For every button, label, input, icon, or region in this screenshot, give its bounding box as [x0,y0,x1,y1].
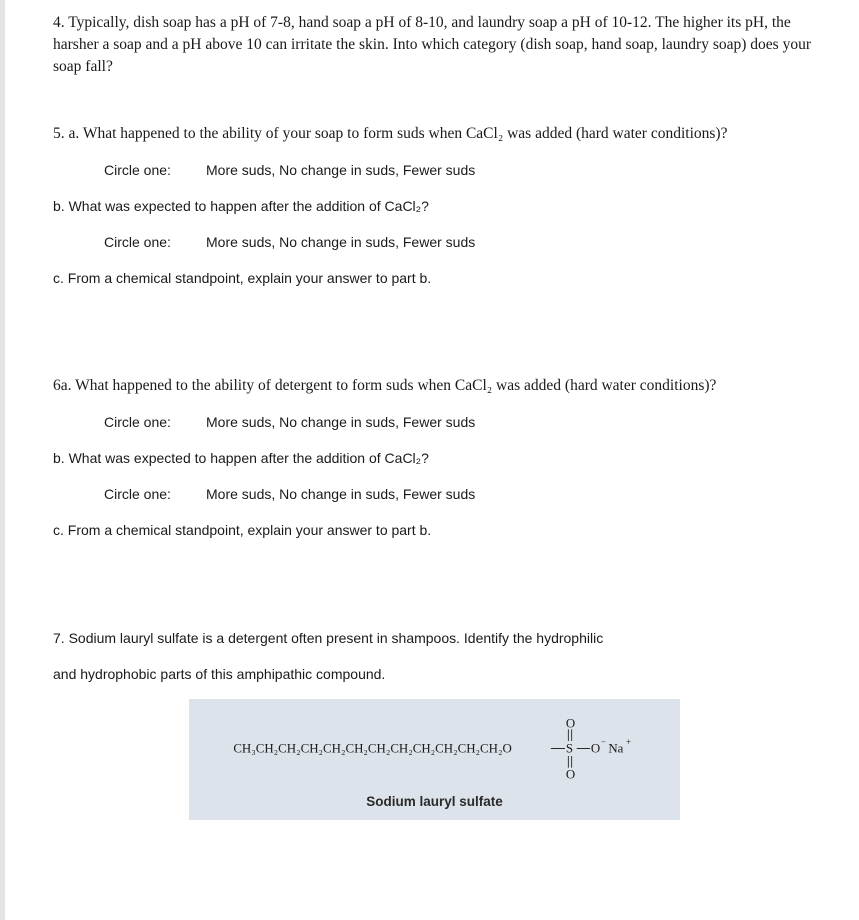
oxygen-atom-top: O [565,716,576,731]
answer-options: More suds, No change in suds, Fewer suds [206,234,476,250]
carbon-chain: CH₃CH₂CH₂CH₂CH₂CH₂CH₂CH₂CH₂CH₂CH₂CH₂O [233,740,512,756]
question-5a-text: 5. a. What happened to the ability of your soap to form suds when CaCl₂ was added (hard water conditions)? [53,125,728,142]
figure-caption: Sodium lauryl sulfate [366,794,503,809]
sulfur-atom: S [565,740,574,756]
answer-options: More suds, No change in suds, Fewer suds [206,486,476,502]
question-5b-text: b. What was expected to happen after the addition of CaCl₂? [53,198,429,214]
question-5c-text: c. From a chemical standpoint, explain your answer to part b. [53,270,432,286]
circle-one-label: Circle one: [104,234,171,250]
question-6a-text: 6a. What happened to the ability of detergent to form suds when CaCl₂ was added (hard water conditions)? [53,377,717,394]
structural-formula [190,716,690,786]
question-7-line-1: 7. Sodium lauryl sulfate is a detergent often present in shampoos. Identify the hydrophilic [53,630,604,646]
plus-charge: + [625,737,632,748]
oxygen-anion: O [590,740,601,756]
circle-one-label: Circle one: [104,486,171,502]
sodium-cation: Na [608,740,624,756]
question-7-line-2: and hydrophobic parts of this amphipathic compound. [53,666,386,682]
circle-one-label: Circle one: [104,414,171,430]
circle-one-label: Circle one: [104,162,171,178]
question-6b-text: b. What was expected to happen after the addition of CaCl₂? [53,450,429,466]
minus-charge: − [600,737,607,748]
page-left-border [0,0,5,920]
question-4-text: 4. Typically, dish soap has a pH of 7-8, hand soap a pH of 8-10, and laundry soap a pH of 10-12. The higher its pH, the harsher a soap and a pH above 10 can irritate the skin. Into which category (dish soap, hand soap, laundry soap) does your soap fall? [53,14,811,75]
answer-options: More suds, No change in suds, Fewer suds [206,162,476,178]
answer-options: More suds, No change in suds, Fewer suds [206,414,476,430]
oxygen-atom-bottom: O [565,766,576,782]
question-6c-text: c. From a chemical standpoint, explain your answer to part b. [53,522,432,538]
